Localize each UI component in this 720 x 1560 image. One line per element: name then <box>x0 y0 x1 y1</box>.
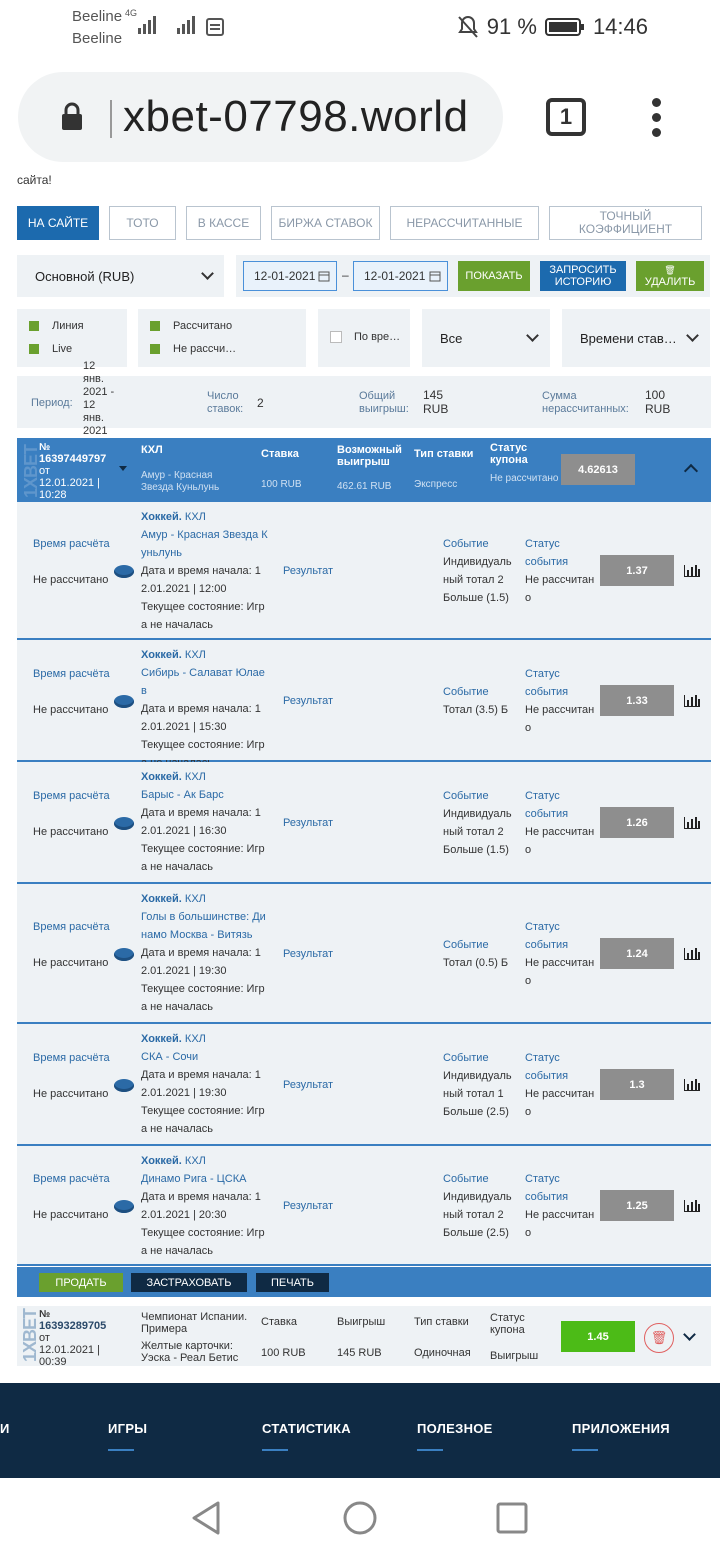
statistics-icon[interactable] <box>684 948 700 960</box>
event-start: Дата и время начала: 12.01.2021 | 16:30 <box>141 807 261 837</box>
address-bar[interactable] <box>18 72 503 162</box>
event-start: Дата и время начала: 12.01.2021 | 15:30 <box>141 703 261 733</box>
event-status-label: Статус события <box>525 538 569 568</box>
back-icon[interactable] <box>190 1500 222 1536</box>
event-info <box>141 646 269 772</box>
hockey-puck-icon <box>114 695 134 708</box>
event-state: Текущее состояние: Игр <box>141 739 265 751</box>
delete-coupon-icon[interactable]: 🗑 <box>644 1323 674 1353</box>
delete-label: УДАЛИТЬ <box>644 276 696 288</box>
date-from-value: 12-01-2021 <box>254 269 316 283</box>
checkbox-calculated[interactable] <box>150 321 160 331</box>
event-status-value: Не рассчитано <box>525 704 595 734</box>
footer-stats[interactable]: СТАТИСТИКА <box>262 1421 351 1436</box>
chevron-down-icon <box>686 329 699 342</box>
event-status-value: Не рассчитано <box>525 957 595 987</box>
event-coef: 1.33 <box>600 685 674 716</box>
chevron-up-icon[interactable] <box>684 464 698 478</box>
period-value: 12 янв. 2021 - 12 янв. 2021 <box>83 360 115 437</box>
date-separator: – <box>342 268 349 282</box>
trash-icon: 🗑 <box>664 265 676 275</box>
result-label: Результат <box>283 948 334 960</box>
filter-by-time-box <box>318 309 410 367</box>
event-info <box>141 1152 269 1260</box>
event-sport: Хоккей. <box>141 893 182 905</box>
tab-unsettled[interactable]: НЕРАССЧИТАННЫЕ <box>390 206 539 240</box>
calc-time-value: Не рассчитано <box>33 1088 109 1100</box>
event-status-value: Не рассчитано <box>525 1088 595 1118</box>
event-row <box>17 1146 711 1266</box>
bet-type-label: Тип ставки <box>414 448 474 460</box>
coupon-match: Амур - Красная Звезда Куньлунь <box>141 470 220 493</box>
coupon-status-value: Выигрыш <box>490 1350 539 1362</box>
signal-icon-2 <box>175 14 197 36</box>
event-coef: 1.37 <box>600 555 674 586</box>
event-start: Дата и время начала: 12.01.2021 | 19:30 <box>141 947 261 977</box>
event-sport: Хоккей. <box>141 1033 182 1045</box>
chevron-down-icon[interactable] <box>683 1328 696 1341</box>
event-coef: 1.26 <box>600 807 674 838</box>
stake-label: Ставка <box>261 1316 297 1328</box>
operator-1: Beeline <box>72 8 123 25</box>
coupon-status-label: Статус купона <box>490 1312 525 1336</box>
sort-value: Времени став… <box>580 330 677 346</box>
calc-time-value: Не рассчитано <box>33 1209 109 1221</box>
event-coef: 1.24 <box>600 938 674 969</box>
url-text[interactable]: xbet-07798.world <box>123 92 469 141</box>
sort-select[interactable] <box>562 309 710 367</box>
chevron-down-icon <box>201 267 214 280</box>
event-value: Индивидуальный тотал 2 Больше (2.5) <box>443 1191 512 1239</box>
account-select[interactable] <box>17 255 224 297</box>
tab-exact-coef[interactable]: ТОЧНЫЙ КОЭФФИЦИЕНТ <box>549 206 702 240</box>
hockey-puck-icon <box>114 565 134 578</box>
event-value: Тотал (0.5) Б <box>443 957 509 969</box>
checkbox-line[interactable] <box>29 321 39 331</box>
result-label: Результат <box>283 1079 334 1091</box>
unsettled-label: Сумма нерассчитанных: <box>542 390 629 415</box>
recents-icon[interactable] <box>496 1502 528 1534</box>
watermark-logo: 1XBET <box>20 1308 40 1362</box>
footer-useful[interactable]: ПОЛЕЗНОЕ <box>417 1421 493 1436</box>
event-name[interactable]: Динамо Рига - ЦСКА <box>141 1173 247 1185</box>
event-info <box>141 890 269 1016</box>
footer-apps[interactable]: ПРИЛОЖЕНИЯ <box>572 1421 670 1436</box>
event-start: Дата и время начала: 12.01.2021 | 19:30 <box>141 1069 261 1099</box>
coupon-total-coef: 1.45 <box>561 1321 635 1352</box>
event-value: Тотал (3.5) Б <box>443 704 509 716</box>
event-status-value: Не рассчитано <box>525 1209 595 1239</box>
checkbox-by-time[interactable] <box>330 331 342 343</box>
event-label: Событие <box>443 1052 489 1064</box>
event-value: Индивидуальный тотал 2 Больше (1.5) <box>443 808 512 856</box>
event-name[interactable]: СКА - Сочи <box>141 1051 199 1063</box>
event-row <box>17 502 711 640</box>
filter-by-time-label: По вре… <box>354 331 401 343</box>
cut-text: сайта! <box>17 173 52 187</box>
event-coef: 1.25 <box>600 1190 674 1221</box>
stake-label: Ставка <box>261 448 299 460</box>
event-league: КХЛ <box>184 893 206 905</box>
status-bar <box>0 0 720 56</box>
filter-live-label: Live <box>52 343 73 355</box>
request-history-button[interactable]: ЗАПРОСИТЬ ИСТОРИЮ <box>540 261 626 291</box>
event-info <box>141 1030 269 1138</box>
hockey-puck-icon <box>114 948 134 961</box>
show-button[interactable]: ПОКАЗАТЬ <box>458 261 530 291</box>
period-label: Период: <box>31 397 73 409</box>
watermark-logo: 1XBET <box>21 444 41 498</box>
event-name[interactable]: Амур - Красная Звезда Куньлунь <box>141 529 268 559</box>
calc-time-label: Время расчёта <box>33 921 110 933</box>
site-footer <box>0 1383 720 1483</box>
result-label: Результат <box>283 695 334 707</box>
coupon-league: КХЛ <box>141 444 163 456</box>
event-sport: Хоккей. <box>141 649 182 661</box>
summary-panel <box>17 360 711 437</box>
coupon-status-label: Статус купона <box>490 442 528 466</box>
event-state: Текущее состояние: Игра не началась <box>141 1227 265 1257</box>
coupon-total-coef: 4.62613 <box>561 454 635 485</box>
tab-on-site[interactable]: НА САЙТЕ <box>17 206 99 240</box>
footer-underline <box>108 1449 134 1451</box>
checkbox-live[interactable] <box>29 344 39 354</box>
event-row <box>17 884 711 1024</box>
win-label: Выигрыш <box>337 1316 386 1328</box>
event-name[interactable]: Сибирь - Салават Юлаев <box>141 667 265 697</box>
count-label: Число ставок: <box>207 390 244 415</box>
event-label: Событие <box>443 1173 489 1185</box>
hockey-puck-icon <box>114 1079 134 1092</box>
event-name[interactable]: Барыс - Ак Барс <box>141 789 224 801</box>
filter-line-label: Линия <box>52 320 84 332</box>
hockey-puck-icon <box>114 817 134 830</box>
delete-button[interactable] <box>636 261 704 291</box>
win-value: 145 RUB <box>423 388 449 416</box>
coupon-actions-bar <box>17 1267 711 1297</box>
calc-time-value: Не рассчитано <box>33 574 109 586</box>
event-state: Текущее состояние: Игра не началась <box>141 601 265 631</box>
calc-time-label: Время расчёта <box>33 1052 110 1064</box>
event-league: КХЛ <box>184 649 206 661</box>
coupon-num-label: № <box>39 442 51 453</box>
event-value: Индивидуальный тотал 2 Больше (1.5) <box>443 556 512 604</box>
event-row <box>17 640 711 762</box>
system-nav-bar <box>0 1478 720 1560</box>
caret-down-icon <box>119 466 127 471</box>
coupon-header[interactable] <box>17 438 711 502</box>
event-sport: Хоккей. <box>141 1155 182 1167</box>
bet-type-label: Тип ставки <box>414 1316 469 1328</box>
calc-time-label: Время расчёта <box>33 790 110 802</box>
print-button[interactable]: ПЕЧАТЬ <box>256 1273 329 1292</box>
clock: 14:46 <box>592 14 648 39</box>
event-state: Текущее состояние: Игра не началась <box>141 843 265 873</box>
possible-win-value: 462.61 RUB <box>337 481 392 492</box>
calc-time-label: Время расчёта <box>33 1173 110 1185</box>
battery-icon <box>545 17 585 37</box>
event-status-value: Не рассчитано <box>525 826 595 856</box>
statistics-icon[interactable] <box>684 817 700 829</box>
possible-win-label: Возможный выигрыш <box>337 444 402 468</box>
date-from-input[interactable] <box>243 261 337 291</box>
event-state: Текущее состояние: Игра не началась <box>141 983 265 1013</box>
event-coef: 1.3 <box>600 1069 674 1100</box>
event-status-label: Статус события <box>525 1052 569 1082</box>
footer-underline <box>262 1449 288 1451</box>
filter-all-value: Все <box>440 330 463 346</box>
calc-time-label: Время расчёта <box>33 668 110 680</box>
browser-menu-icon[interactable] <box>652 98 662 138</box>
hockey-puck-icon <box>114 1200 134 1213</box>
calc-time-value: Не рассчитано <box>33 826 109 838</box>
event-label: Событие <box>443 790 489 802</box>
result-label: Результат <box>283 565 334 577</box>
event-label: Событие <box>443 686 489 698</box>
event-status-label: Статус события <box>525 1173 569 1203</box>
chevron-down-icon <box>526 329 539 342</box>
event-value: Индивидуальный тотал 1 Больше (2.5) <box>443 1070 512 1118</box>
tabs-switcher-button[interactable]: 1 <box>546 98 586 136</box>
statistics-icon[interactable] <box>684 565 700 577</box>
unsettled-value: 100 RUB <box>645 388 671 416</box>
coupon-num-label: № <box>39 1309 51 1320</box>
count-value: 2 <box>257 396 264 410</box>
event-info <box>141 768 269 876</box>
date-to-input[interactable] <box>353 261 448 291</box>
operator-2: Beeline <box>72 30 123 47</box>
event-label: Событие <box>443 538 489 550</box>
event-sport: Хоккей. <box>141 771 182 783</box>
coupon-row[interactable] <box>17 1306 711 1366</box>
coupon-from: от <box>39 465 50 477</box>
home-icon[interactable] <box>342 1500 378 1536</box>
event-start: Дата и время начала: 12.01.2021 | 12:00 <box>141 565 261 595</box>
sim-icon <box>206 18 224 36</box>
footer-games[interactable]: ИГРЫ <box>108 1421 148 1436</box>
battery-percent: 91 % <box>486 14 537 39</box>
filter-all-select[interactable] <box>422 309 550 367</box>
event-league: КХЛ <box>184 771 206 783</box>
event-league: КХЛ <box>184 1155 206 1167</box>
coupon-league: Чемпионат Испании. Примера <box>141 1311 248 1335</box>
mute-bell-icon <box>457 15 479 39</box>
footer-underline <box>572 1449 598 1451</box>
filter-status-box <box>138 309 306 367</box>
checkbox-not-calculated[interactable] <box>150 344 160 354</box>
tab-in-cashier[interactable]: В КАССЕ <box>186 206 261 240</box>
event-status-label: Статус события <box>525 790 569 820</box>
event-info <box>141 508 269 634</box>
coupon-number: 16393289705 <box>39 1320 107 1332</box>
win-label: Общий выигрыш: <box>359 390 409 415</box>
date-to-value: 12-01-2021 <box>364 269 426 283</box>
calc-time-value: Не рассчитано <box>33 957 109 969</box>
sell-button[interactable]: ПРОДАТЬ <box>39 1273 123 1292</box>
bet-type-value: Экспресс <box>414 479 458 490</box>
event-name[interactable]: Голы в большинстве: Динамо Москва - Витязь <box>141 911 266 941</box>
insure-button[interactable]: ЗАСТРАХОВАТЬ <box>131 1273 247 1292</box>
calendar-icon <box>429 270 441 282</box>
stake-value: 100 RUB <box>261 479 302 490</box>
statistics-icon[interactable] <box>684 1200 700 1212</box>
bet-type-value: Одиночная <box>414 1347 471 1359</box>
event-label: Событие <box>443 939 489 951</box>
event-status-label: Статус события <box>525 921 569 951</box>
event-league: КХЛ <box>184 1033 206 1045</box>
filter-calculated-label: Рассчитано <box>173 320 233 332</box>
coupon-match: Желтые карточки: Уэска - Реал Бетис <box>141 1340 239 1364</box>
event-status-value: Не рассчитано <box>525 574 595 604</box>
win-value: 145 RUB <box>337 1347 382 1359</box>
coupon-date: 12.01.2021 | 10:28 <box>39 477 100 501</box>
event-row <box>17 1024 711 1146</box>
tab-exchange[interactable]: БИРЖА СТАВОК <box>271 206 380 240</box>
calendar-icon <box>318 270 330 282</box>
statistics-icon[interactable] <box>684 1079 700 1091</box>
network-type: 4G <box>125 8 138 18</box>
address-separator <box>110 100 112 138</box>
filter-not-calculated-label: Не рассчи… <box>173 343 237 355</box>
result-label: Результат <box>283 817 334 829</box>
account-select-value: Основной (RUB) <box>35 268 135 284</box>
event-row <box>17 762 711 884</box>
stake-value: 100 RUB <box>261 1347 306 1359</box>
coupon-number: 16397449797 <box>39 453 107 465</box>
footer-link-cut[interactable]: И <box>0 1421 10 1436</box>
calc-time-value: Не рассчитано <box>33 704 109 716</box>
page-content <box>0 173 720 1478</box>
calc-time-label: Время расчёта <box>33 538 110 550</box>
lock-icon <box>60 102 84 132</box>
coupon-status-value: Не рассчитано <box>490 473 559 484</box>
event-sport: Хоккей. <box>141 511 182 523</box>
footer-underline <box>417 1449 443 1451</box>
filter-type-box <box>17 309 127 367</box>
coupon-date: 12.01.2021 | 00:39 <box>39 1344 100 1368</box>
event-status-label: Статус события <box>525 668 569 698</box>
event-state: Текущее состояние: Игра не началась <box>141 1105 265 1135</box>
signal-icon <box>136 14 158 36</box>
event-start: Дата и время начала: 12.01.2021 | 20:30 <box>141 1191 261 1221</box>
tab-toto[interactable]: ТОТО <box>109 206 176 240</box>
statistics-icon[interactable] <box>684 695 700 707</box>
event-league: КХЛ <box>184 511 206 523</box>
coupon-from: от <box>39 1332 50 1344</box>
result-label: Результат <box>283 1200 334 1212</box>
